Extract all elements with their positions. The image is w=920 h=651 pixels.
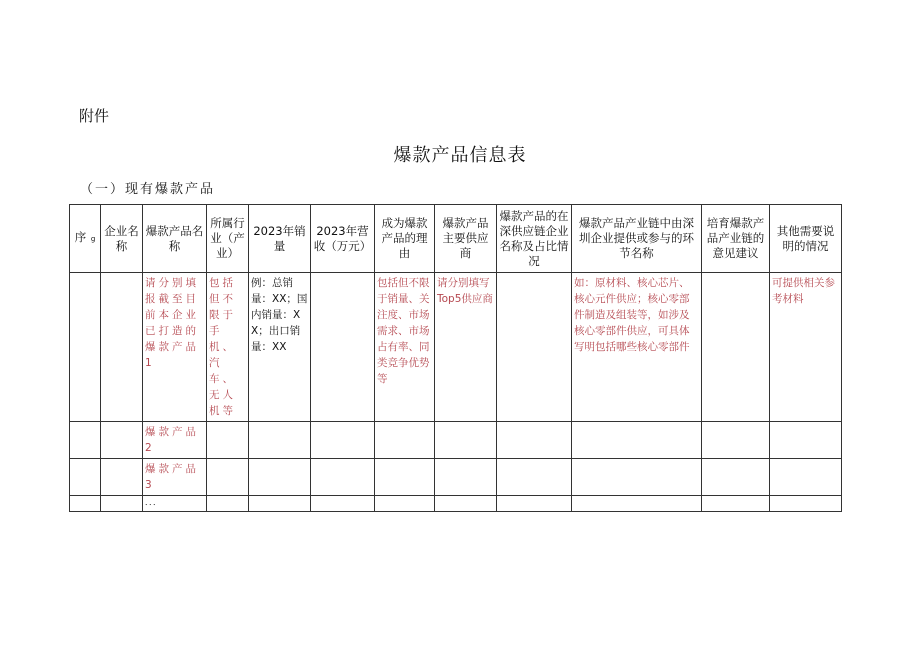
cell-supplier xyxy=(435,422,497,459)
header-sz-supply-chain: 爆款产品的在深供应链企业名称及占比情况 xyxy=(497,205,572,273)
cell-other: 可提供相关参考材料 xyxy=(770,273,842,422)
cell-reason: 包括但不限于销量、关注度、市场需求、市场占有率、同类竞争优势等 xyxy=(375,273,435,422)
header-other: 其他需要说明的情况 xyxy=(770,205,842,273)
cell-supplier: 请分别填写Top5供应商 xyxy=(435,273,497,422)
cell-other xyxy=(770,422,842,459)
cell-industry: 包括但不限于手机、汽车、无人机等 xyxy=(207,273,249,422)
section-heading: （一）现有爆款产品 xyxy=(80,182,216,197)
header-industry: 所属行业（产业） xyxy=(207,205,249,273)
table-row xyxy=(70,496,842,512)
cell-revenue xyxy=(311,459,375,496)
cell-sz-supply-chain xyxy=(497,496,572,512)
cell-sz-chain-links: 如：原材料、核心芯片、核心元件供应；核心零部件制造及组装等，如涉及核心零部件供应，可具体写明包括哪些核心零部件 xyxy=(572,273,702,422)
cell-product: ．．． xyxy=(143,496,207,512)
header-suggestions: 培育爆款产品产业链的意见建议 xyxy=(702,205,770,273)
header-sales: 2023年销量 xyxy=(249,205,311,273)
cell-sz-supply-chain xyxy=(497,422,572,459)
table-row xyxy=(70,422,842,459)
cell-reason xyxy=(375,496,435,512)
cell-other xyxy=(770,459,842,496)
cell-company xyxy=(101,422,143,459)
cell-sales xyxy=(249,496,311,512)
cell-sales xyxy=(249,459,311,496)
cell-company xyxy=(101,459,143,496)
cell-sz-chain-links xyxy=(572,496,702,512)
page-title: 爆款产品信息表 xyxy=(393,145,527,166)
product-info-table xyxy=(69,204,842,512)
header-revenue: 2023年营收（万元） xyxy=(311,205,375,273)
cell-reason xyxy=(375,459,435,496)
cell-sz-chain-links xyxy=(572,422,702,459)
cell-suggestions xyxy=(702,496,770,512)
cell-suggestions xyxy=(702,422,770,459)
header-product: 爆款产品名称 xyxy=(143,205,207,273)
cell-suggestions xyxy=(702,273,770,422)
cell-seq xyxy=(70,273,101,422)
table-row xyxy=(70,273,842,422)
cell-product: 爆款产品2 xyxy=(143,422,207,459)
cell-sz-chain-links xyxy=(572,459,702,496)
cell-reason xyxy=(375,422,435,459)
cell-sales xyxy=(249,422,311,459)
header-sz-chain-links: 爆款产品产业链中由深圳企业提供或参与的环节名称 xyxy=(572,205,702,273)
cell-sz-supply-chain xyxy=(497,273,572,422)
cell-product: 爆款产品3 xyxy=(143,459,207,496)
attachment-label: 附件 xyxy=(79,107,110,125)
cell-supplier xyxy=(435,459,497,496)
cell-suggestions xyxy=(702,459,770,496)
cell-company xyxy=(101,273,143,422)
cell-seq xyxy=(70,459,101,496)
cell-industry xyxy=(207,496,249,512)
table-row xyxy=(70,459,842,496)
cell-revenue xyxy=(311,273,375,422)
cell-company xyxy=(101,496,143,512)
header-supplier: 爆款产品主要供应商 xyxy=(435,205,497,273)
cell-sz-supply-chain xyxy=(497,459,572,496)
cell-industry xyxy=(207,422,249,459)
cell-revenue xyxy=(311,422,375,459)
cell-sales: 例：总销量：XX；国内销量：XX；出口销量：XX xyxy=(249,273,311,422)
header-company: 企业名称 xyxy=(101,205,143,273)
cell-revenue xyxy=(311,496,375,512)
cell-seq xyxy=(70,422,101,459)
cell-other xyxy=(770,496,842,512)
header-row xyxy=(70,205,842,273)
header-seq: 序 g xyxy=(70,205,101,273)
cell-seq xyxy=(70,496,101,512)
header-reason: 成为爆款产品的理由 xyxy=(375,205,435,273)
cell-supplier xyxy=(435,496,497,512)
cell-industry xyxy=(207,459,249,496)
cell-product: 请分别填报截至目前本企业已打造的爆款产品1 xyxy=(143,273,207,422)
